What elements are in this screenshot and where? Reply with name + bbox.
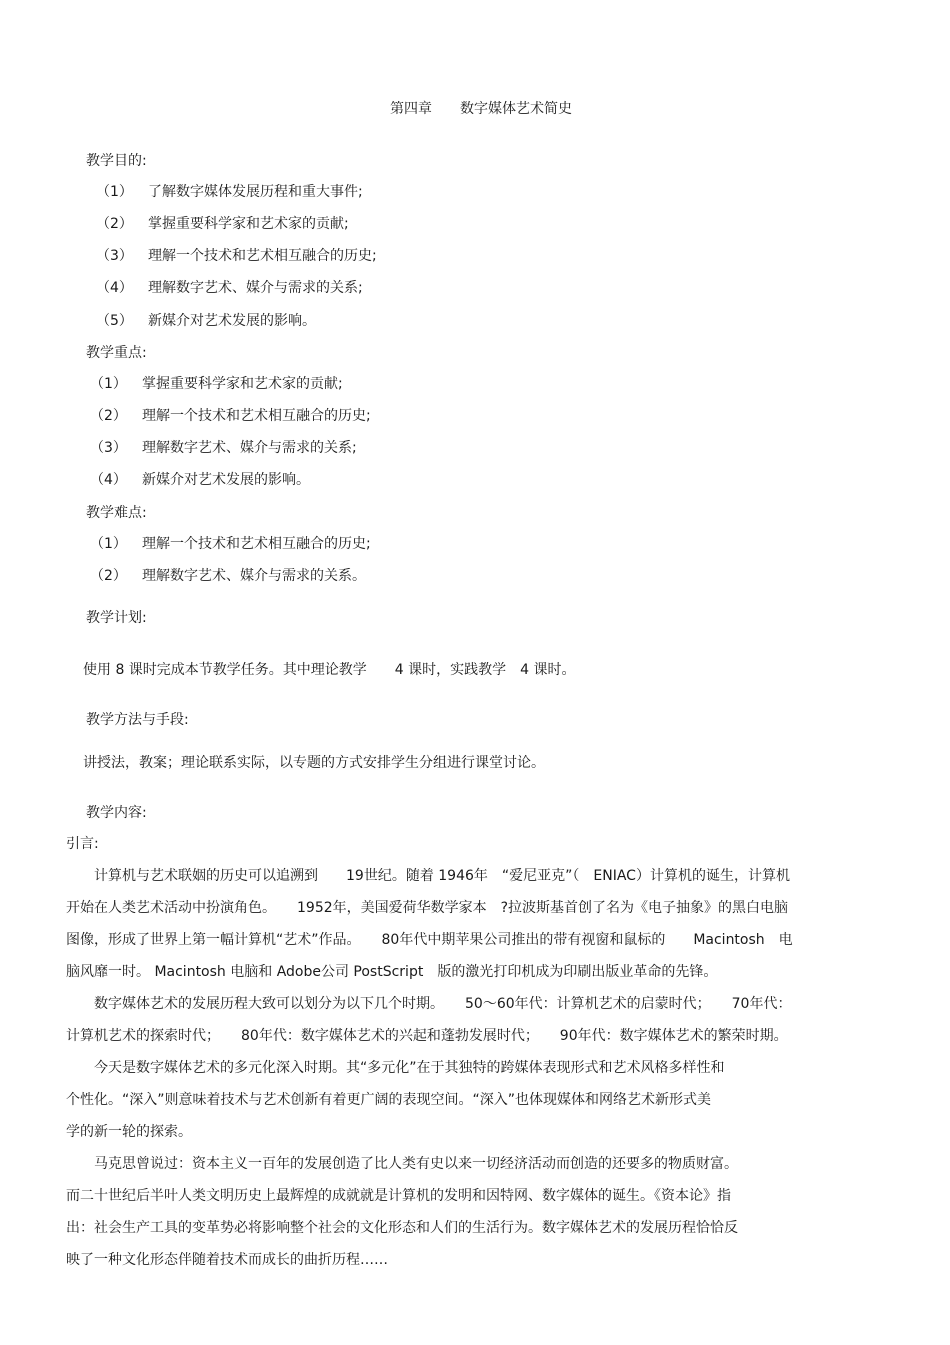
item-number: （3）	[90, 440, 127, 456]
item-number: （2）	[90, 408, 127, 424]
item-number: （3）	[96, 248, 133, 264]
content-line: 马克思曾说过：资本主义一百年的发展创造了比人类有史以来一切经济活动而创造的还要多的物质财富。	[66, 1156, 738, 1172]
objective-item-2	[96, 215, 349, 233]
item-text: 理解数字艺术、媒介与需求的关系;	[142, 440, 357, 456]
item-text: 新媒介对艺术发展的影响。	[148, 313, 316, 329]
content-line: 开始在人类艺术活动中扮演角色。 1952年，美国爱荷华数学家本 ?拉波斯基首创了名为《电子抽象》的黑白电脑	[66, 900, 789, 916]
content-line: 映了一种文化形态伴随着技术而成长的曲折历程……	[66, 1252, 388, 1268]
intro-label: 引言:	[66, 836, 99, 852]
key-point-item-2	[90, 407, 371, 425]
content-line: 今天是数字媒体艺术的多元化深入时期。其“多元化”在于其独特的跨媒体表现形式和艺术风格多样性和	[66, 1060, 725, 1076]
item-number: （2）	[90, 568, 127, 584]
item-number: （4）	[90, 472, 127, 488]
key-points-heading: 教学重点:	[86, 345, 147, 361]
item-text: 理解数字艺术、媒介与需求的关系;	[148, 280, 363, 296]
content-line: 学的新一轮的探索。	[66, 1124, 192, 1140]
content-line: 出：社会生产工具的变革势必将影响整个社会的文化形态和人们的生活行为。数字媒体艺术的发展历程恰恰反	[66, 1220, 738, 1236]
methods-heading: 教学方法与手段:	[86, 712, 189, 728]
content-heading: 教学内容:	[86, 805, 147, 821]
item-text: 了解数字媒体发展历程和重大事件;	[148, 184, 363, 200]
difficulty-item-2	[90, 567, 366, 585]
page-title: 第四章 数字媒体艺术简史	[390, 101, 572, 117]
item-text: 新媒介对艺术发展的影响。	[142, 472, 310, 488]
objective-item-5	[96, 312, 316, 330]
item-text: 理解数字艺术、媒介与需求的关系。	[142, 568, 366, 584]
plan-heading: 教学计划:	[86, 610, 147, 626]
key-point-item-3	[90, 439, 357, 457]
content-line: 数字媒体艺术的发展历程大致可以划分为以下几个时期。 50～60年代：计算机艺术的启蒙时代； 70年代：	[66, 996, 792, 1012]
item-number: （1）	[90, 376, 127, 392]
content-line: 计算机与艺术联姻的历史可以追溯到 19世纪。随着 1946年 “爱尼亚克”（ ENIAC）计算机的诞生，计算机	[66, 868, 790, 884]
objectives-heading: 教学目的:	[86, 153, 147, 169]
content-line: 图像，形成了世界上第一幅计算机“艺术”作品。 80年代中期苹果公司推出的带有视窗和鼠标的 Macintosh 电	[66, 932, 793, 948]
item-number: （2）	[96, 216, 133, 232]
item-number: （5）	[96, 313, 133, 329]
item-number: （1）	[96, 184, 133, 200]
difficulty-item-1	[90, 535, 371, 553]
item-text: 掌握重要科学家和艺术家的贡献;	[142, 376, 343, 392]
objective-item-1	[96, 183, 363, 201]
objective-item-3	[96, 247, 377, 265]
item-text: 理解一个技术和艺术相互融合的历史;	[142, 408, 371, 424]
key-point-item-1	[90, 375, 343, 393]
item-number: （4）	[96, 280, 133, 296]
content-line: 而二十世纪后半叶人类文明历史上最辉煌的成就就是计算机的发明和因特网、数字媒体的诞生。《资本论》指	[66, 1188, 731, 1204]
content-line: 脑风靡一时。 Macintosh 电脑和 Adobe公司 PostScript 版的激光打印机成为印刷出版业革命的先锋。	[66, 964, 718, 980]
objective-item-4	[96, 279, 363, 297]
difficulties-heading: 教学难点:	[86, 505, 147, 521]
key-point-item-4	[90, 471, 310, 489]
methods-text: 讲授法，教案；理论联系实际，以专题的方式安排学生分组进行课堂讨论。	[83, 755, 545, 771]
item-text: 理解一个技术和艺术相互融合的历史;	[142, 536, 371, 552]
item-text: 理解一个技术和艺术相互融合的历史;	[148, 248, 377, 264]
content-line: 计算机艺术的探索时代； 80年代：数字媒体艺术的兴起和蓬勃发展时代； 90年代：数字媒体艺术的繁荣时期。	[66, 1028, 788, 1044]
item-number: （1）	[90, 536, 127, 552]
content-line: 个性化。“深入”则意味着技术与艺术创新有着更广阔的表现空间。“深入”也体现媒体和网络艺术新形式美	[66, 1092, 712, 1108]
plan-text: 使用 8 课时完成本节教学任务。其中理论教学 4 课时，实践教学 4 课时。	[83, 662, 576, 678]
item-text: 掌握重要科学家和艺术家的贡献;	[148, 216, 349, 232]
